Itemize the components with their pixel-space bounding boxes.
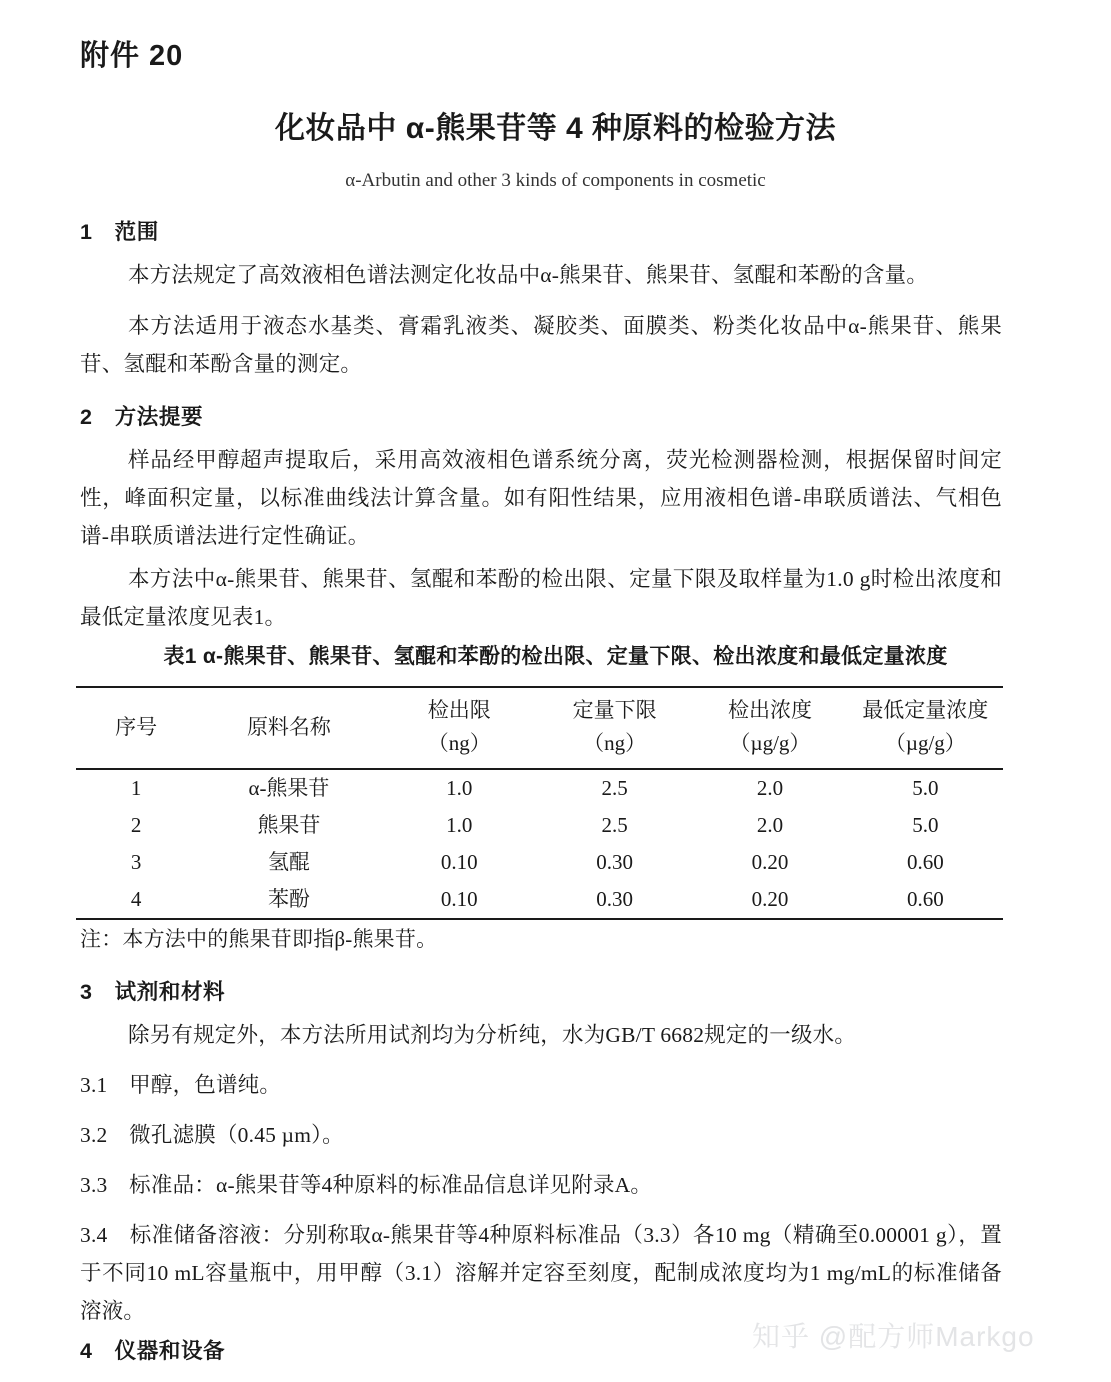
section-3-4-stock-solution: 3.4 标准储备溶液：分别称取α-熊果苷等4种原料标准品（3.3）各10 mg（精确至0.00001 g），置于不同10 mL容量瓶中，用甲醇（3.1）溶解并定容至刻度，配制成浓度均为1 mg/mL的标准储备溶液。	[80, 1223, 1002, 1323]
watermark-zhihu: 知乎 @配方师Markgo	[752, 1321, 1035, 1352]
table-header-cell-loq	[537, 687, 692, 769]
cell-lod: 0.10	[440, 887, 478, 911]
table-body	[76, 769, 1003, 919]
cell-conc-loq: 5.0	[912, 813, 939, 837]
table-row	[76, 807, 1003, 844]
table-header-cell-material	[196, 687, 381, 769]
table-note: 注：本方法中的熊果苷即指β-熊果苷。	[80, 927, 438, 951]
table-header-cell-no	[76, 687, 196, 769]
cell-material: 氢醌	[267, 850, 310, 874]
cell-no: 2	[130, 813, 142, 837]
table-header-label: 检出限	[427, 698, 491, 722]
table-header-unit: （µg/g）	[884, 731, 966, 755]
table-header-cell-detection-conc	[692, 687, 847, 769]
table-header-unit: （µg/g）	[729, 731, 811, 755]
table-caption: 表1 α-熊果苷、熊果苷、氢醌和苯酚的检出限、定量下限、检出浓度和最低定量浓度	[163, 645, 948, 668]
section-heading-4-instruments: 4 仪器和设备	[80, 1339, 226, 1363]
cell-material: 熊果苷	[257, 813, 321, 837]
table-header-cell-min-quant-conc	[848, 687, 1003, 769]
table-row	[76, 769, 1003, 807]
table-header-label: 原料名称	[246, 714, 331, 739]
cell-conc-loq: 5.0	[912, 776, 939, 800]
page-title: 化妆品中 α-熊果苷等 4 种原料的检验方法	[274, 112, 837, 145]
table-header	[76, 687, 1003, 769]
table-header-row	[76, 687, 1003, 769]
cell-no: 4	[130, 887, 142, 911]
page-subtitle-english: α-Arbutin and other 3 kinds of components in cosmetic	[345, 170, 766, 191]
section-heading-2-method-summary: 2 方法提要	[80, 405, 204, 429]
table-row	[76, 844, 1003, 881]
section-2-paragraph-1: 样品经甲醇超声提取后，采用高效液相色谱系统分离，荧光检测器检测，根据保留时间定性，峰面积定量，以标准曲线法计算含量。如有阳性结果，应用液相色谱-串联质谱法、气相色谱-串联质谱法进行定性确证。	[80, 448, 1002, 548]
cell-material: 苯酚	[267, 887, 310, 911]
cell-lod: 0.10	[440, 850, 478, 874]
attachment-label: 附件 20	[80, 40, 184, 72]
cell-conc-lod: 2.0	[756, 776, 784, 800]
cell-lod: 1.0	[446, 776, 473, 800]
table-header-unit: （ng）	[427, 731, 491, 755]
cell-conc-loq: 0.60	[906, 887, 944, 911]
cell-loq: 2.5	[601, 813, 628, 837]
section-1-paragraph-2: 本方法适用于液态水基类、膏霜乳液类、凝胶类、面膜类、粉类化妆品中α-熊果苷、熊果苷、氢醌和苯酚含量的测定。	[80, 314, 1002, 376]
section-3-1-methanol: 3.1 甲醇，色谱纯。	[80, 1073, 282, 1097]
cell-conc-lod: 0.20	[751, 850, 789, 874]
section-3-paragraph-1: 除另有规定外，本方法所用试剂均为分析纯，水为GB/T 6682规定的一级水。	[128, 1023, 857, 1047]
cell-conc-lod: 0.20	[751, 887, 789, 911]
cell-conc-lod: 2.0	[756, 813, 784, 837]
table-detection-limits	[76, 686, 1003, 920]
cell-conc-loq: 0.60	[906, 850, 944, 874]
cell-material: α-熊果苷	[248, 776, 330, 800]
section-2-paragraph-2: 本方法中α-熊果苷、熊果苷、氢醌和苯酚的检出限、定量下限及取样量为1.0 g时检出浓度和最低定量浓度见表1。	[80, 567, 1002, 629]
section-3-3-reference-standards: 3.3 标准品：α-熊果苷等4种原料的标准品信息详见附录A。	[80, 1173, 653, 1197]
cell-loq: 0.30	[596, 850, 633, 874]
cell-no: 3	[130, 850, 142, 874]
table-header-label: 最低定量浓度	[862, 698, 989, 722]
section-heading-3-reagents: 3 试剂和材料	[80, 980, 226, 1004]
table-header-label: 定量下限	[572, 698, 657, 722]
cell-lod: 1.0	[446, 813, 473, 837]
section-heading-1-scope: 1 范围	[80, 220, 159, 244]
table-row	[76, 881, 1003, 919]
section-1-paragraph-1: 本方法规定了高效液相色谱法测定化妆品中α-熊果苷、熊果苷、氢醌和苯酚的含量。	[128, 263, 929, 287]
table-header-cell-lod	[382, 687, 537, 769]
table-header-unit: （ng）	[583, 731, 647, 755]
cell-loq: 0.30	[596, 887, 633, 911]
section-3-2-membrane-filter: 3.2 微孔滤膜（0.45 µm）。	[80, 1123, 344, 1147]
table-header-label: 序号	[115, 714, 158, 739]
cell-no: 1	[130, 776, 142, 800]
table-header-label: 检出浓度	[727, 698, 812, 722]
cell-loq: 2.5	[601, 776, 628, 800]
